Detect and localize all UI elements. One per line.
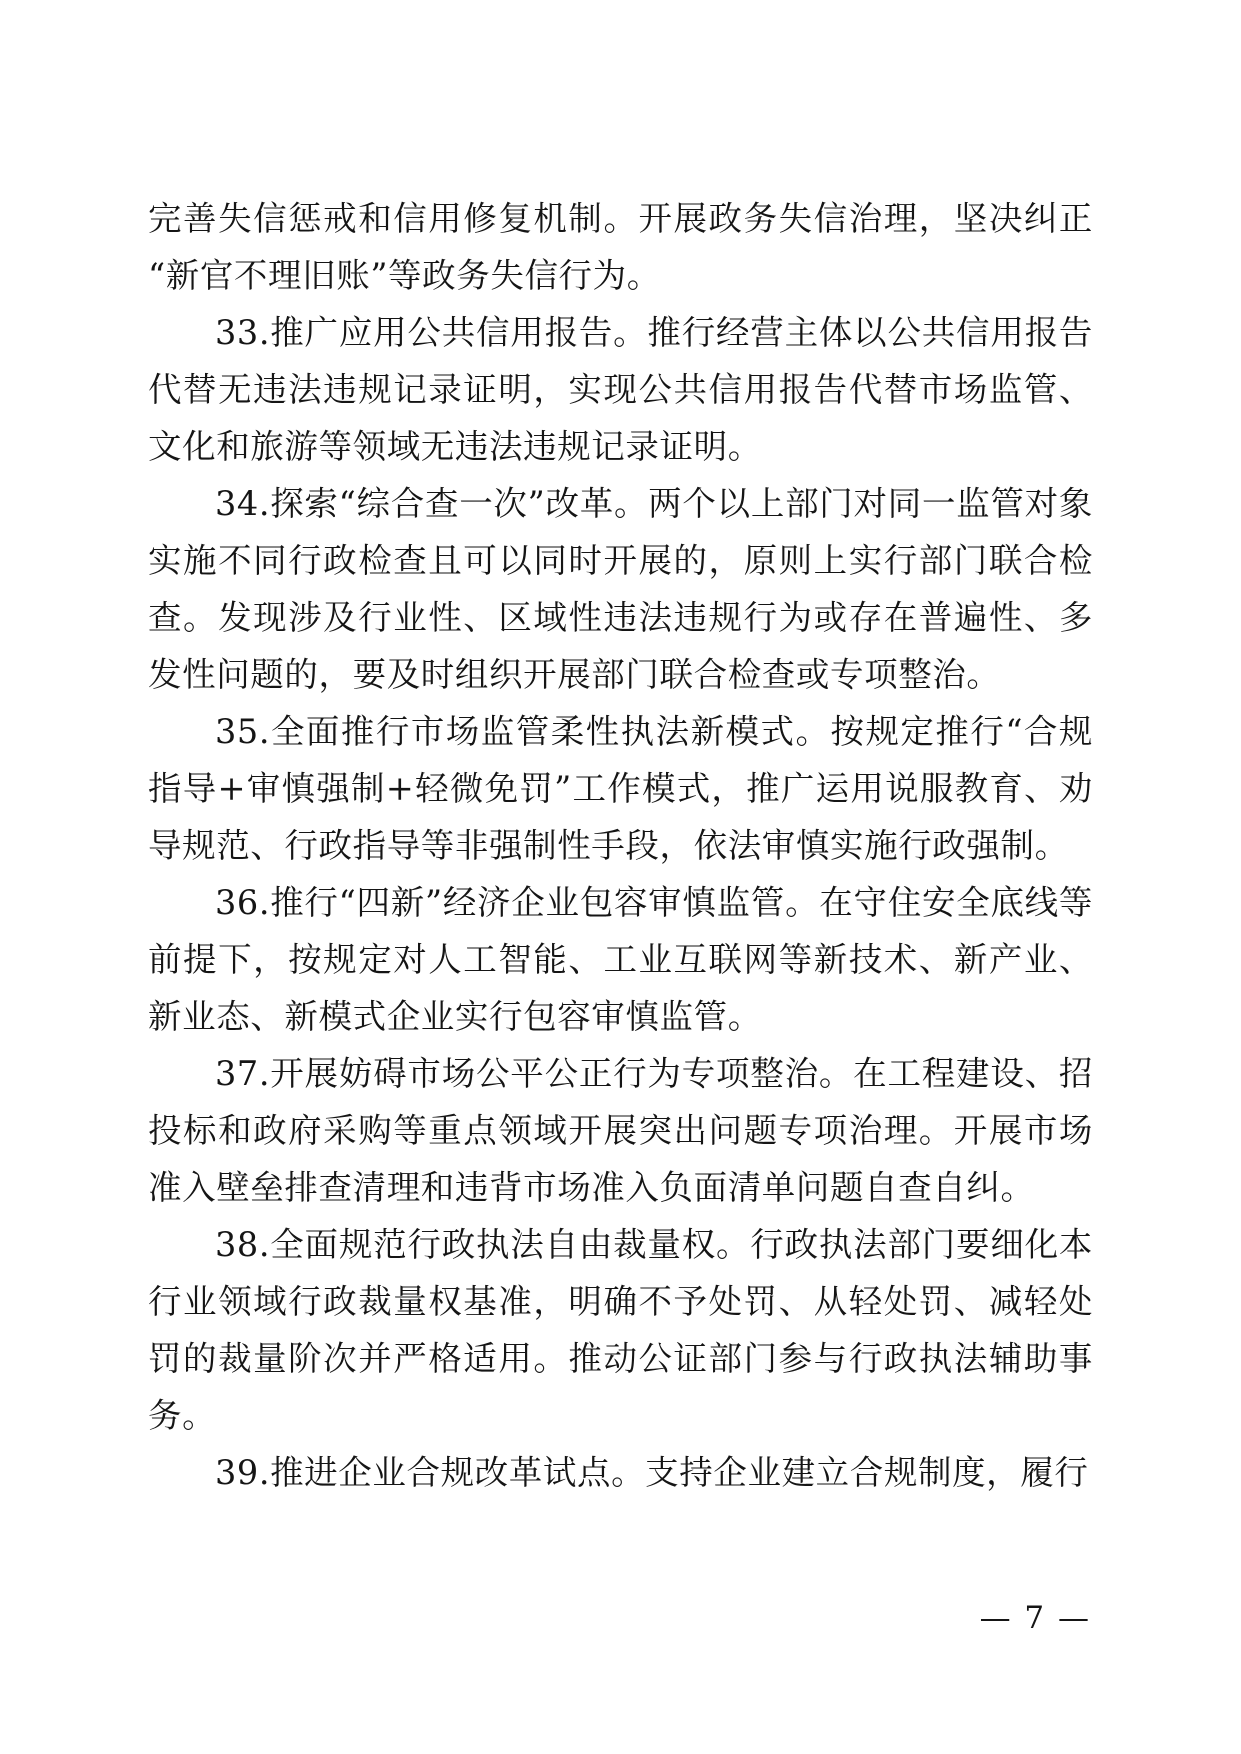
page-number: — 7 — xyxy=(979,1600,1091,1636)
paragraph-item-35: 35.全面推行市场监管柔性执法新模式。按规定推行“合规指导+审慎强制+轻微免罚”工作模式，推广运用说服教育、劝导规范、行政指导等非强制性手段，依法审慎实施行政强制。 xyxy=(148,712,1093,865)
paragraph-item-34: 34.探索“综合查一次”改革。两个以上部门对同一监管对象实施不同行政检查且可以同时开展的，原则上实行部门联合检查。发现涉及行业性、区域性违法违规行为或存在普遍性、多发性问题的，要及时组织开展部门联合检查或专项整治。 xyxy=(148,484,1093,694)
paragraph-item-39: 39.推进企业合规改革试点。支持企业建立合规制度，履行 xyxy=(215,1453,1089,1492)
paragraph-item-33: 33.推广应用公共信用报告。推行经营主体以公共信用报告代替无违法违规记录证明，实现公共信用报告代替市场监管、文化和旅游等领域无违法违规记录证明。 xyxy=(148,313,1093,466)
paragraph-item-37: 37.开展妨碍市场公平公正行为专项整治。在工程建设、招投标和政府采购等重点领域开展突出问题专项治理。开展市场准入壁垒排查清理和违背市场准入负面清单问题自查自纠。 xyxy=(148,1054,1093,1207)
paragraph-item-36: 36.推行“四新”经济企业包容审慎监管。在守住安全底线等前提下，按规定对人工智能、工业互联网等新技术、新产业、新业态、新模式企业实行包容审慎监管。 xyxy=(148,883,1093,1036)
paragraph-item-38: 38.全面规范行政执法自由裁量权。行政执法部门要细化本行业领域行政裁量权基准，明确不予处罚、从轻处罚、减轻处罚的裁量阶次并严格适用。推动公证部门参与行政执法辅助事务。 xyxy=(148,1225,1093,1435)
document-body xyxy=(148,190,1093,1501)
paragraph-continued: 完善失信惩戒和信用修复机制。开展政务失信治理，坚决纠正“新官不理旧账”等政务失信行为。 xyxy=(148,199,1093,295)
